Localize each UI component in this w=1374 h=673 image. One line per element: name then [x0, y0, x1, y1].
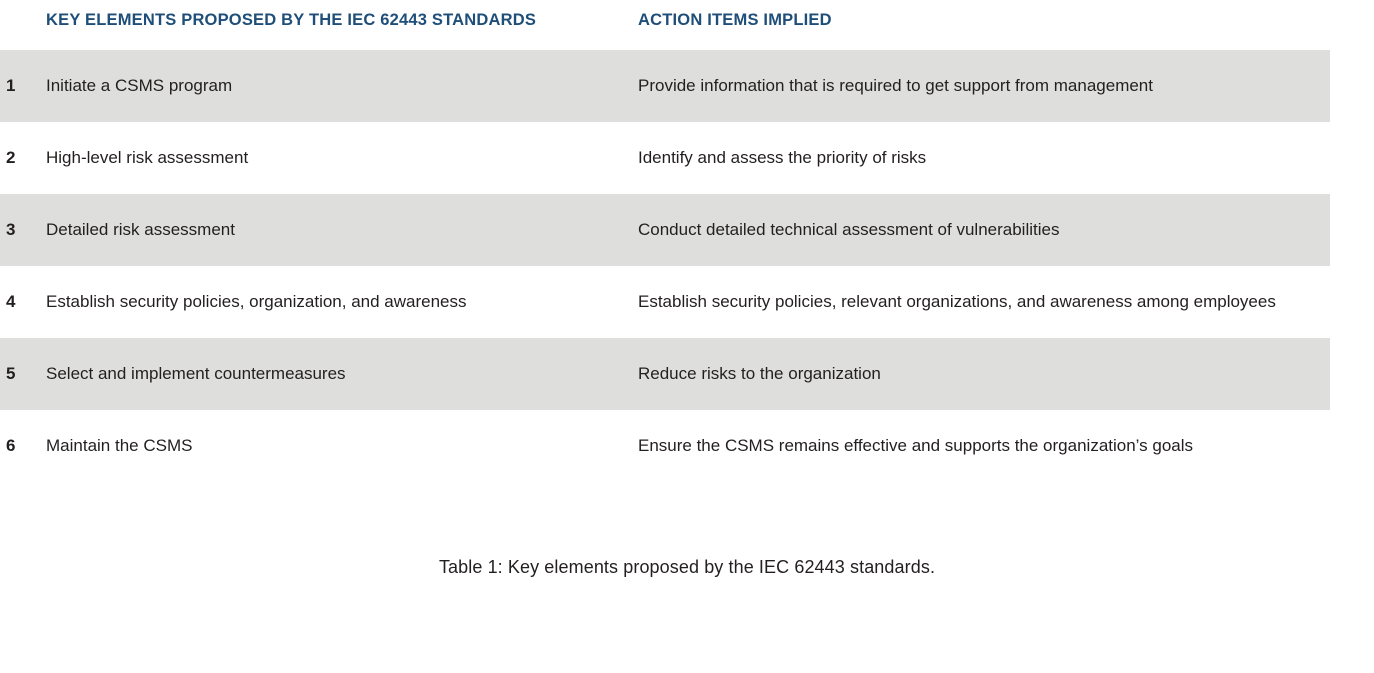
row-action-item: Conduct detailed technical assessment of vulnerabilities — [638, 220, 1060, 240]
row-key-element: Initiate a CSMS program — [46, 75, 233, 95]
row-action-item: Ensure the CSMS remains effective and supports the organization’s goals — [638, 436, 1194, 456]
row-key-element: Establish security policies, organization, and awareness — [46, 292, 467, 312]
row-action-item: Establish security policies, relevant organizations, and awareness among employees — [638, 292, 1276, 312]
row-key-element: Maintain the CSMS — [46, 436, 193, 456]
row-number: 1 — [6, 75, 16, 95]
row-key-element: Detailed risk assessment — [46, 220, 235, 240]
row-number: 4 — [6, 292, 16, 312]
row-action-item: Reduce risks to the organization — [638, 364, 881, 384]
row-number: 6 — [6, 436, 16, 456]
table-row — [0, 410, 1330, 482]
row-key-element: Select and implement countermeasures — [46, 364, 346, 384]
table-row — [0, 338, 1330, 410]
table-caption: Table 1: Key elements proposed by the IEC 62443 standards. — [438, 556, 936, 577]
column-header-key-elements: KEY ELEMENTS PROPOSED BY THE IEC 62443 STANDARDS — [46, 11, 537, 29]
table-row — [0, 266, 1330, 338]
column-header-action-items: ACTION ITEMS IMPLIED — [638, 11, 832, 29]
row-key-element: High-level risk assessment — [46, 147, 249, 167]
row-action-item: Provide information that is required to get support from management — [638, 75, 1153, 95]
table-body — [0, 50, 1330, 483]
table-header-row — [0, 0, 1330, 50]
row-number: 2 — [6, 147, 16, 167]
row-number: 5 — [6, 364, 16, 384]
table-header — [0, 0, 1330, 50]
table-row — [0, 50, 1330, 122]
table-row — [0, 122, 1330, 194]
table-row — [0, 194, 1330, 266]
row-number: 3 — [6, 220, 16, 240]
row-action-item: Identify and assess the priority of risks — [638, 147, 927, 167]
column-header-number — [0, 0, 44, 50]
